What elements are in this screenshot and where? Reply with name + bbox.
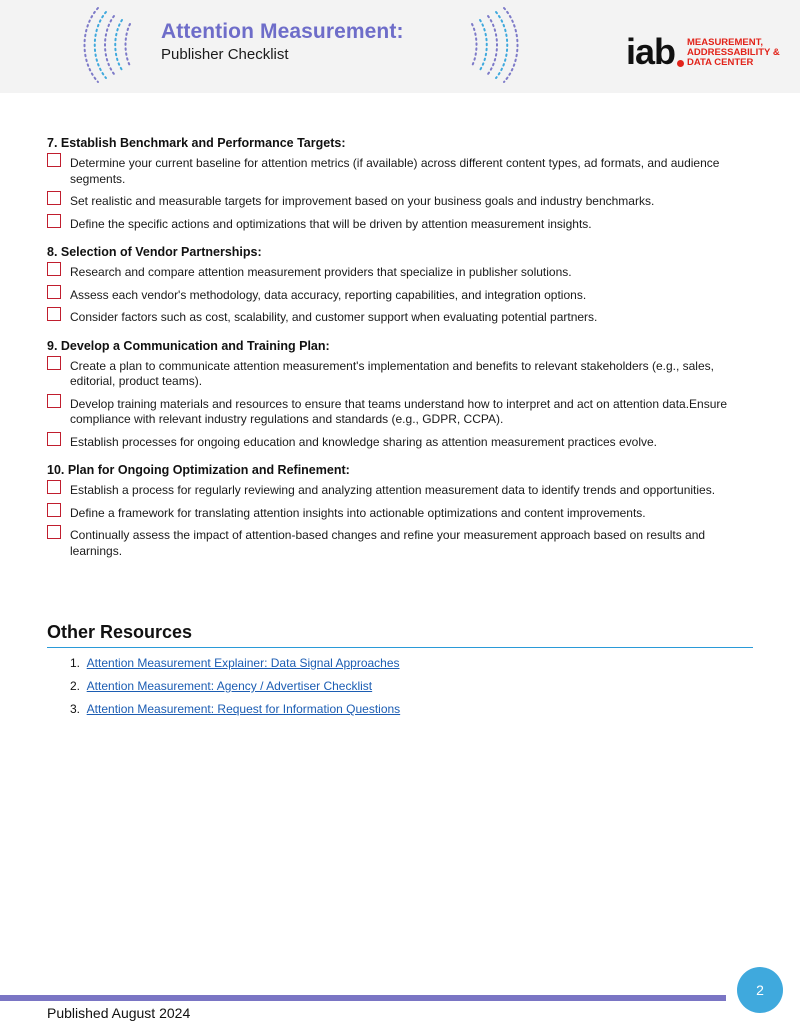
page-title: Attention Measurement: [161, 20, 404, 43]
checklist-item [47, 483, 757, 499]
checkbox[interactable] [47, 394, 61, 408]
checkbox[interactable] [47, 432, 61, 446]
checkbox[interactable] [47, 285, 61, 299]
checklist-item [47, 506, 757, 522]
checklist-item [47, 359, 757, 390]
checkbox[interactable] [47, 191, 61, 205]
item-text: Assess each vendor's methodology, data accuracy, reporting capabilities, and integration options. [70, 287, 587, 302]
checklist [47, 135, 757, 571]
resource-link[interactable]: Attention Measurement: Request for Information Questions [86, 702, 401, 716]
page-header [0, 0, 800, 93]
resources-heading: Other Resources [47, 620, 753, 648]
item-text: Establish a process for regularly reviewing and analyzing attention measurement data to identify trends and opportunities. [70, 483, 716, 497]
item-text: Consider factors such as cost, scalability, and customer support when evaluating potential partners. [70, 310, 598, 324]
checklist-item [47, 397, 757, 428]
item-text: Create a plan to communicate attention measurement's implementation and benefits to relevant stakeholders (e.g., sales, editorial, product teams). [70, 358, 714, 388]
published-date: Published August 2024 [47, 1005, 191, 1021]
checkbox[interactable] [47, 480, 61, 494]
page-number-badge: 2 [737, 967, 783, 1013]
checklist-item [47, 156, 757, 187]
resource-item [70, 702, 753, 717]
checklist-section [47, 135, 757, 232]
signal-waves-graphic [462, 2, 526, 88]
item-text: Develop training materials and resources to ensure that teams understand how to interpret and act on attention data.Ensure compliance with relevant industry regulations and standards (e.g., GDPR, CCPA). [70, 396, 728, 426]
section-heading: 7. Establish Benchmark and Performance Targets: [47, 136, 346, 150]
checkbox[interactable] [47, 356, 61, 370]
checklist-item [47, 194, 757, 210]
checkbox[interactable] [47, 307, 61, 321]
section-heading: 8. Selection of Vendor Partnerships: [47, 245, 262, 259]
item-text: Continually assess the impact of attention-based changes and refine your measurement approach based on results and learnings. [70, 528, 706, 558]
resource-item [70, 656, 753, 671]
checkbox[interactable] [47, 262, 61, 276]
checklist-section [47, 244, 757, 326]
resource-number: 3. [70, 702, 81, 716]
signal-waves-graphic [76, 2, 140, 88]
section-heading: 9. Develop a Communication and Training Plan: [47, 338, 330, 353]
checklist-item [47, 265, 757, 281]
item-text: Set realistic and measurable targets for improvement based on your business goals and industry benchmarks. [70, 194, 655, 208]
item-text: Define the specific actions and optimizations that will be driven by attention measurement insights. [70, 216, 592, 231]
item-text: Determine your current baseline for attention metrics (if available) across different content types, ad formats, and audience segments. [70, 156, 720, 186]
item-text: Define a framework for translating attention insights into actionable optimizations and content improvements. [70, 505, 646, 520]
section-heading: 10. Plan for Ongoing Optimization and Refinement: [47, 463, 350, 477]
resource-item [70, 679, 753, 694]
resource-link[interactable]: Attention Measurement: Agency / Advertiser Checklist [86, 679, 373, 693]
footer-bar [0, 995, 726, 1001]
iab-logo: iab [626, 31, 676, 72]
checkbox[interactable] [47, 503, 61, 517]
checkbox[interactable] [47, 525, 61, 539]
checklist-item [47, 288, 757, 304]
checklist-section [47, 462, 757, 559]
checklist-item [47, 528, 757, 559]
checklist-item [47, 217, 757, 233]
item-text: Establish processes for ongoing education and knowledge sharing as attention measurement practices evolve. [70, 434, 658, 449]
iab-logo-dot [677, 60, 684, 67]
checkbox[interactable] [47, 214, 61, 228]
page-subtitle: Publisher Checklist [161, 46, 289, 63]
item-text: Research and compare attention measurement providers that specialize in publisher solutions. [70, 265, 572, 279]
checklist-section [47, 338, 757, 451]
other-resources [47, 620, 753, 725]
resource-link[interactable]: Attention Measurement Explainer: Data Signal Approaches [86, 656, 400, 670]
resource-number: 2. [70, 679, 81, 693]
resource-list [47, 656, 753, 717]
iab-logo-text: MEASUREMENT, ADDRESSABILITY & DATA CENTER [687, 37, 780, 68]
resource-number: 1. [70, 656, 81, 670]
checklist-item [47, 435, 757, 451]
checkbox[interactable] [47, 153, 61, 167]
checklist-item [47, 310, 757, 326]
